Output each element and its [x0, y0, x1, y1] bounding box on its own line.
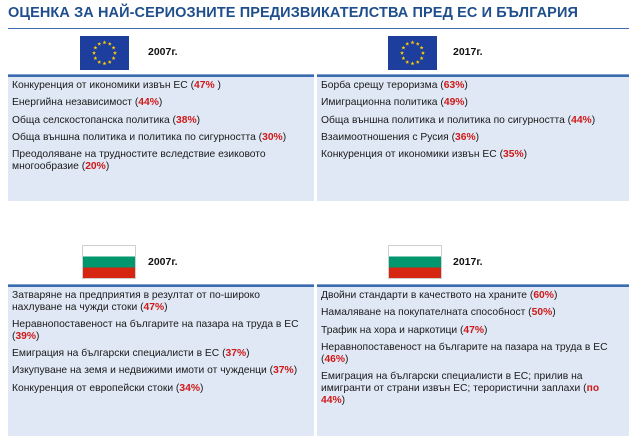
challenge-text: Борба срещу тероризма (	[321, 80, 444, 91]
challenge-percent: 63%	[443, 80, 465, 91]
challenge-item	[12, 97, 310, 109]
star-icon	[93, 46, 97, 50]
challenge-text: Конкуренция от европейски стоки (	[12, 382, 180, 394]
title-underline	[8, 28, 629, 29]
challenge-suffix: )	[552, 307, 556, 319]
year-label: 2007г.	[148, 46, 178, 58]
bulgaria-flag-icon	[82, 245, 136, 279]
challenge-percent: 35%	[503, 149, 524, 161]
challenge-percent: 37%	[273, 365, 294, 377]
challenge-suffix: )	[246, 348, 250, 360]
challenge-suffix: )	[196, 114, 201, 126]
panel-header	[317, 31, 629, 75]
challenge-suffix: )	[341, 394, 346, 406]
challenge-percent: 20%	[85, 160, 106, 172]
challenge-percent: по 44%	[321, 382, 600, 406]
challenge-suffix: )	[464, 97, 468, 109]
challenge-text: Обща външна политика и политика по сигурността (	[321, 114, 572, 126]
challenge-percent: 37%	[225, 348, 247, 360]
challenge-text: Неравнопоставеност на българите на пазара на труда в ЕС (	[321, 341, 608, 365]
star-icon	[411, 61, 415, 65]
panel-header	[8, 31, 314, 75]
challenge-item	[12, 115, 310, 127]
challenge-suffix: )	[523, 149, 528, 161]
challenge-item	[321, 97, 625, 109]
challenge-percent: 30%	[262, 131, 283, 143]
challenge-item	[12, 319, 310, 343]
challenge-percent: 46%	[324, 353, 346, 365]
challenge-text: Обща външна политика и политика по сигурността (	[12, 131, 263, 143]
challenge-text: Двойни стандарти в качеството на храните (	[321, 290, 534, 301]
star-icon	[108, 42, 112, 46]
star-icon	[416, 42, 420, 46]
challenge-item	[321, 290, 625, 302]
challenge-item	[321, 149, 625, 161]
challenge-item	[321, 307, 625, 319]
year-label: 2017г.	[453, 46, 483, 58]
challenge-list	[8, 285, 314, 436]
panel-bulgaria-2017	[317, 241, 629, 436]
challenge-suffix: )	[214, 80, 221, 91]
star-icon	[420, 46, 424, 50]
challenge-item	[12, 290, 310, 314]
star-icon	[103, 61, 107, 65]
challenge-item	[321, 80, 625, 92]
challenge-suffix: )	[105, 160, 110, 172]
challenge-percent: 44%	[571, 114, 592, 126]
challenge-suffix: )	[164, 301, 168, 313]
challenge-item	[321, 371, 625, 406]
star-icon	[97, 60, 101, 64]
star-icon	[401, 46, 405, 50]
challenge-text: Неравнопоставеност на българите на пазара на труда в ЕС (	[12, 319, 299, 342]
challenge-list	[317, 285, 629, 436]
eu-stars-icon	[80, 36, 129, 70]
star-icon	[416, 60, 420, 64]
eu-stars-icon	[388, 36, 437, 70]
challenge-list	[317, 75, 629, 201]
challenge-item	[12, 348, 310, 360]
challenge-item	[12, 149, 310, 173]
challenge-item	[321, 132, 625, 144]
star-icon	[401, 56, 405, 60]
challenge-suffix: )	[553, 290, 558, 301]
star-icon	[93, 56, 97, 60]
panel-bulgaria-2007	[8, 241, 314, 436]
challenge-text: Трафик на хора и наркотици (	[321, 324, 464, 336]
challenge-text: Обща селскостопанска политика (	[12, 114, 176, 126]
challenge-suffix: )	[36, 330, 40, 342]
challenge-percent: 44%	[138, 97, 159, 109]
challenge-text: Намаляване на покупателната способност (	[321, 307, 532, 319]
challenge-item	[321, 115, 625, 127]
bulgaria-flag-icon	[388, 245, 442, 279]
challenge-text: Имиграционна политика (	[321, 97, 444, 109]
star-icon	[411, 40, 415, 44]
challenge-item	[12, 132, 310, 144]
year-label: 2007г.	[148, 256, 178, 268]
challenge-text: Взаимоотношения с Русия (	[321, 131, 456, 143]
challenge-text: Преодоляване на трудностите вследствие езиковото многообразие (	[12, 149, 266, 172]
challenge-text: Изкупуване на земя и недвижими имоти от чужденци (	[12, 365, 274, 377]
page-title: ОЦЕНКА ЗА НАЙ-СЕРИОЗНИТЕ ПРЕДИЗВИКАТЕЛСТВА ПРЕД ЕС И БЪЛГАРИЯ	[8, 5, 578, 21]
challenge-percent: 50%	[531, 307, 553, 319]
star-icon	[112, 56, 116, 60]
challenge-suffix: )	[591, 114, 596, 126]
challenge-text: Конкуренция от икономики извън ЕС (	[12, 80, 195, 91]
challenge-item	[12, 365, 310, 377]
year-label: 2017г.	[453, 256, 483, 268]
challenge-percent: 34%	[179, 382, 200, 394]
star-icon	[112, 46, 116, 50]
challenge-suffix: )	[464, 80, 468, 91]
challenge-percent: 38%	[176, 114, 197, 126]
panel-header	[8, 241, 314, 285]
star-icon	[420, 56, 424, 60]
challenge-text: Емиграция на български специалисти в ЕС; прилив на имигранти от страни извън ЕС; терористични заплахи (	[321, 370, 587, 394]
panel-eu-2017	[317, 31, 629, 201]
challenge-list	[8, 75, 314, 201]
challenge-item	[321, 342, 625, 366]
challenge-text: Конкуренция от икономики извън ЕС (	[321, 149, 504, 161]
star-icon	[400, 51, 404, 55]
star-icon	[108, 60, 112, 64]
star-icon	[113, 51, 117, 55]
star-icon	[103, 40, 107, 44]
challenge-percent: 47%	[194, 80, 215, 91]
challenge-percent: 36%	[455, 131, 476, 143]
challenge-suffix: )	[484, 324, 488, 336]
challenge-text: Затваряне на предприятия в резултат от по-широко нахлуване на чужди стоки (	[12, 290, 260, 313]
challenge-suffix: )	[282, 131, 287, 143]
challenge-suffix: )	[293, 365, 298, 377]
challenge-suffix: )	[475, 131, 480, 143]
star-icon	[421, 51, 425, 55]
challenge-item	[12, 80, 310, 92]
challenge-percent: 49%	[443, 97, 465, 109]
star-icon	[92, 51, 96, 55]
challenge-suffix: )	[199, 382, 204, 394]
challenge-item	[12, 383, 310, 395]
challenge-text: Емиграция на български специалисти в ЕС (	[12, 348, 226, 360]
challenge-suffix: )	[158, 97, 163, 109]
star-icon	[97, 42, 101, 46]
panel-eu-2007	[8, 31, 314, 201]
challenge-text: Енергийна независимост (	[12, 97, 139, 109]
challenge-percent: 60%	[533, 290, 554, 301]
panel-header	[317, 241, 629, 285]
eu-flag-icon	[388, 36, 437, 70]
eu-flag-icon	[80, 36, 129, 70]
challenge-suffix: )	[345, 353, 349, 365]
challenge-item	[321, 325, 625, 337]
challenge-percent: 47%	[463, 324, 484, 336]
challenge-percent: 39%	[15, 330, 37, 342]
star-icon	[405, 60, 409, 64]
challenge-percent: 47%	[143, 301, 165, 313]
star-icon	[405, 42, 409, 46]
